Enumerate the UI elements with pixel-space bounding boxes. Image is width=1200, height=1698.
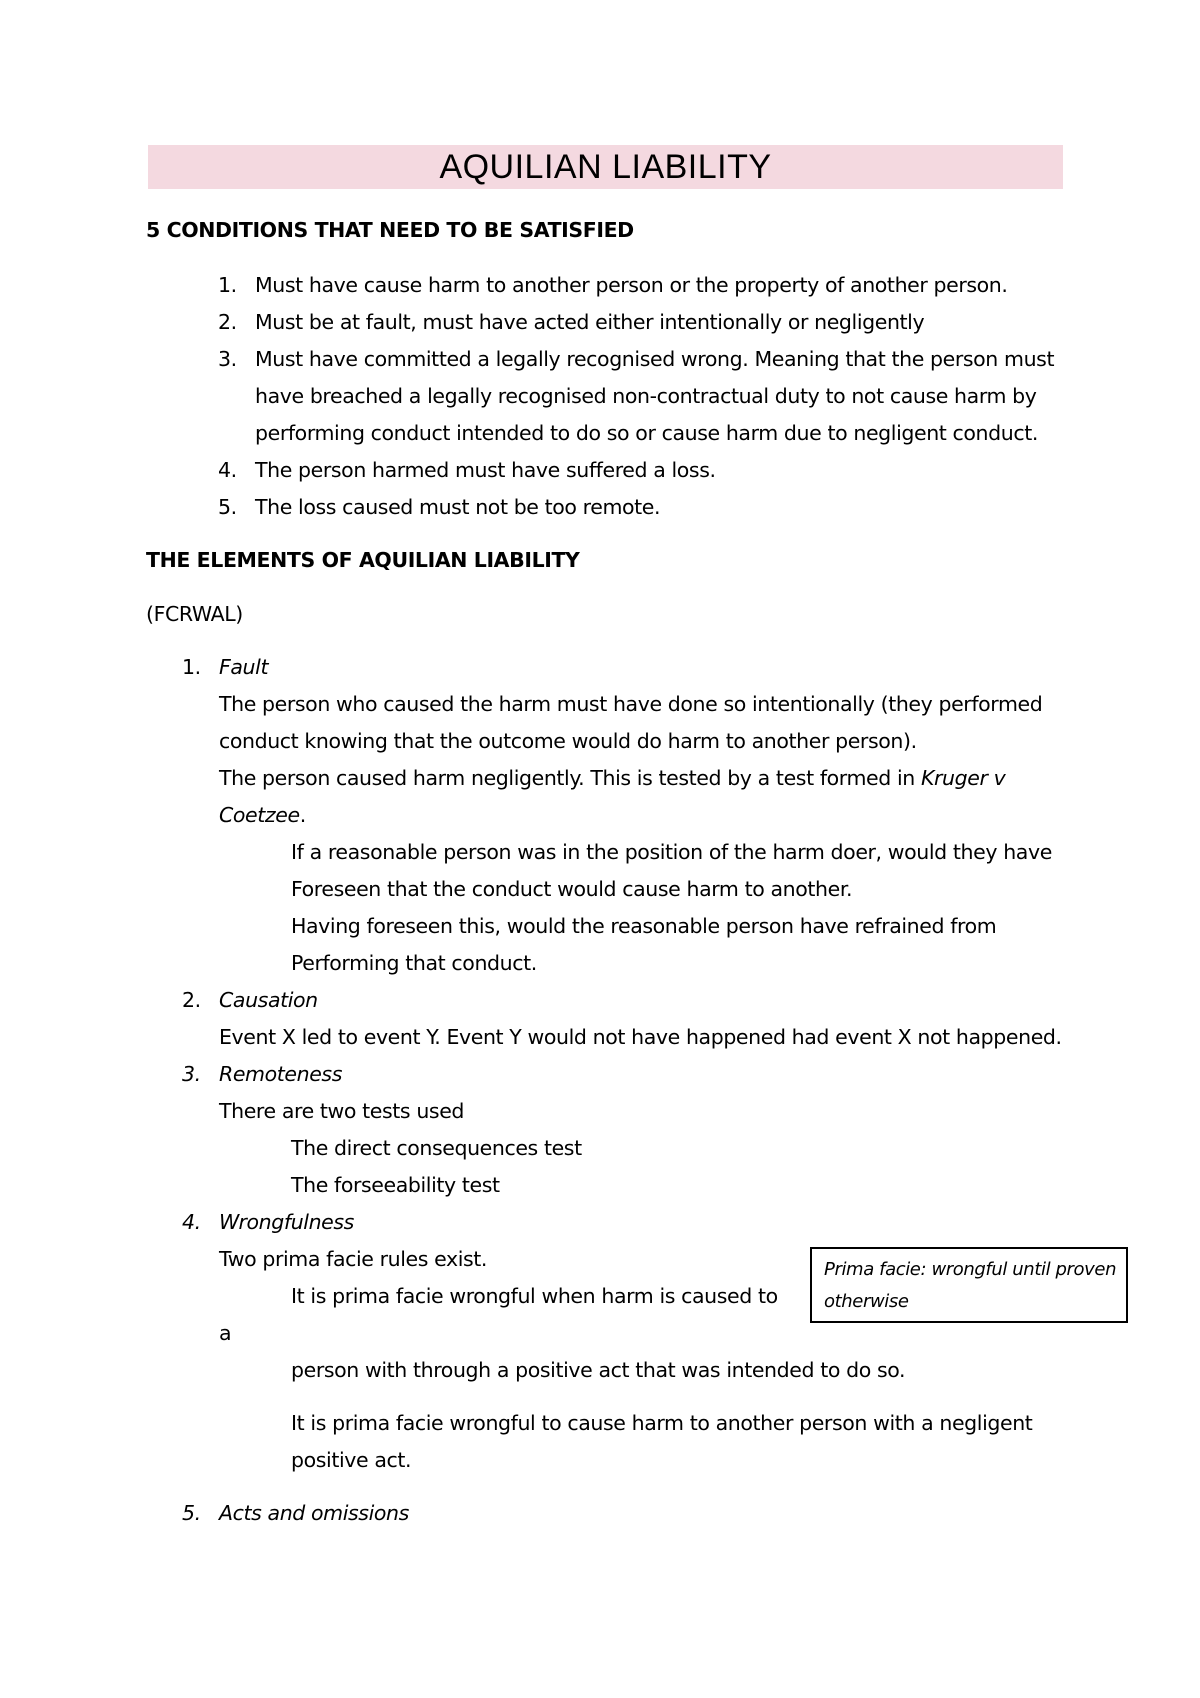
wrongfulness-title: Wrongfulness xyxy=(219,1210,354,1234)
fault-test-line-4: Performing that conduct. xyxy=(291,951,537,975)
case-name-part-1: Kruger v xyxy=(920,766,1006,790)
fault-line-3-text: The person caused harm negligently. This is tested by a test formed in xyxy=(219,766,921,790)
causation-title: Causation xyxy=(219,988,318,1012)
fault-test-line-3: Having foreseen this, would the reasonable person have refrained from xyxy=(291,914,997,938)
remoteness-line-1: There are two tests used xyxy=(219,1099,465,1123)
acts-title: Acts and omissions xyxy=(219,1501,409,1525)
remoteness-title: Remoteness xyxy=(219,1062,342,1086)
elements-acronym: (FCRWAL) xyxy=(146,602,243,626)
prima-facie-note: Prima facie: wrongful until proven otherwise xyxy=(824,1259,1117,1312)
condition-5-number: 5. xyxy=(218,495,237,519)
condition-3-line-1: Must have committed a legally recognised wrong. Meaning that the person must xyxy=(255,347,1055,371)
condition-5-text: The loss caused must not be too remote. xyxy=(255,495,661,519)
wrongfulness-number: 4. xyxy=(182,1210,201,1234)
fault-title: Fault xyxy=(219,655,269,679)
causation-line-1: Event X led to event Y. Event Y would not have happened had event X not happened. xyxy=(219,1025,1062,1049)
page-title: AQUILIAN LIABILITY xyxy=(439,148,772,186)
condition-3-number: 3. xyxy=(218,347,237,371)
condition-4-text: The person harmed must have suffered a loss. xyxy=(255,458,716,482)
wrongfulness-rule-1-continued: person with through a positive act that was intended to do so. xyxy=(291,1358,906,1382)
causation-number: 2. xyxy=(182,988,201,1012)
condition-3-line-3: performing conduct intended to do so or cause harm due to negligent conduct. xyxy=(255,421,1038,445)
fault-number: 1. xyxy=(182,655,201,679)
elements-heading: THE ELEMENTS OF AQUILIAN LIABILITY xyxy=(146,548,580,572)
fault-line-3 xyxy=(219,765,1005,791)
conditions-heading: 5 CONDITIONS THAT NEED TO BE SATISFIED xyxy=(146,218,634,242)
fault-line-2: conduct knowing that the outcome would do harm to another person). xyxy=(219,729,917,753)
fault-test-line-1: If a reasonable person was in the position of the harm doer, would they have xyxy=(291,840,1052,864)
fault-line-4-suffix: . xyxy=(299,803,306,827)
remoteness-test-2: The forseeability test xyxy=(291,1173,500,1197)
wrongfulness-rule-1-wrap: a xyxy=(219,1321,232,1345)
condition-4-number: 4. xyxy=(218,458,237,482)
condition-1-text: Must have cause harm to another person or the property of another person. xyxy=(255,273,1008,297)
condition-2-number: 2. xyxy=(218,310,237,334)
condition-2-text: Must be at fault, must have acted either intentionally or negligently xyxy=(255,310,925,334)
wrongfulness-rule-1: It is prima facie wrongful when harm is caused to xyxy=(291,1284,778,1308)
condition-3-line-2: have breached a legally recognised non-contractual duty to not cause harm by xyxy=(255,384,1037,408)
acts-number: 5. xyxy=(182,1501,201,1525)
case-name-part-2: Coetzee xyxy=(219,803,300,827)
wrongfulness-rule-2-line-1: It is prima facie wrongful to cause harm to another person with a negligent xyxy=(291,1411,1033,1435)
wrongfulness-rule-2-line-2: positive act. xyxy=(291,1448,412,1472)
fault-test-line-2: Foreseen that the conduct would cause harm to another. xyxy=(291,877,853,901)
remoteness-test-1: The direct consequences test xyxy=(291,1136,582,1160)
fault-line-1: The person who caused the harm must have done so intentionally (they performed xyxy=(219,692,1043,716)
wrongfulness-line-1: Two prima facie rules exist. xyxy=(219,1247,488,1271)
condition-1-number: 1. xyxy=(218,273,237,297)
fault-line-4 xyxy=(219,802,306,828)
remoteness-number: 3. xyxy=(182,1062,201,1086)
